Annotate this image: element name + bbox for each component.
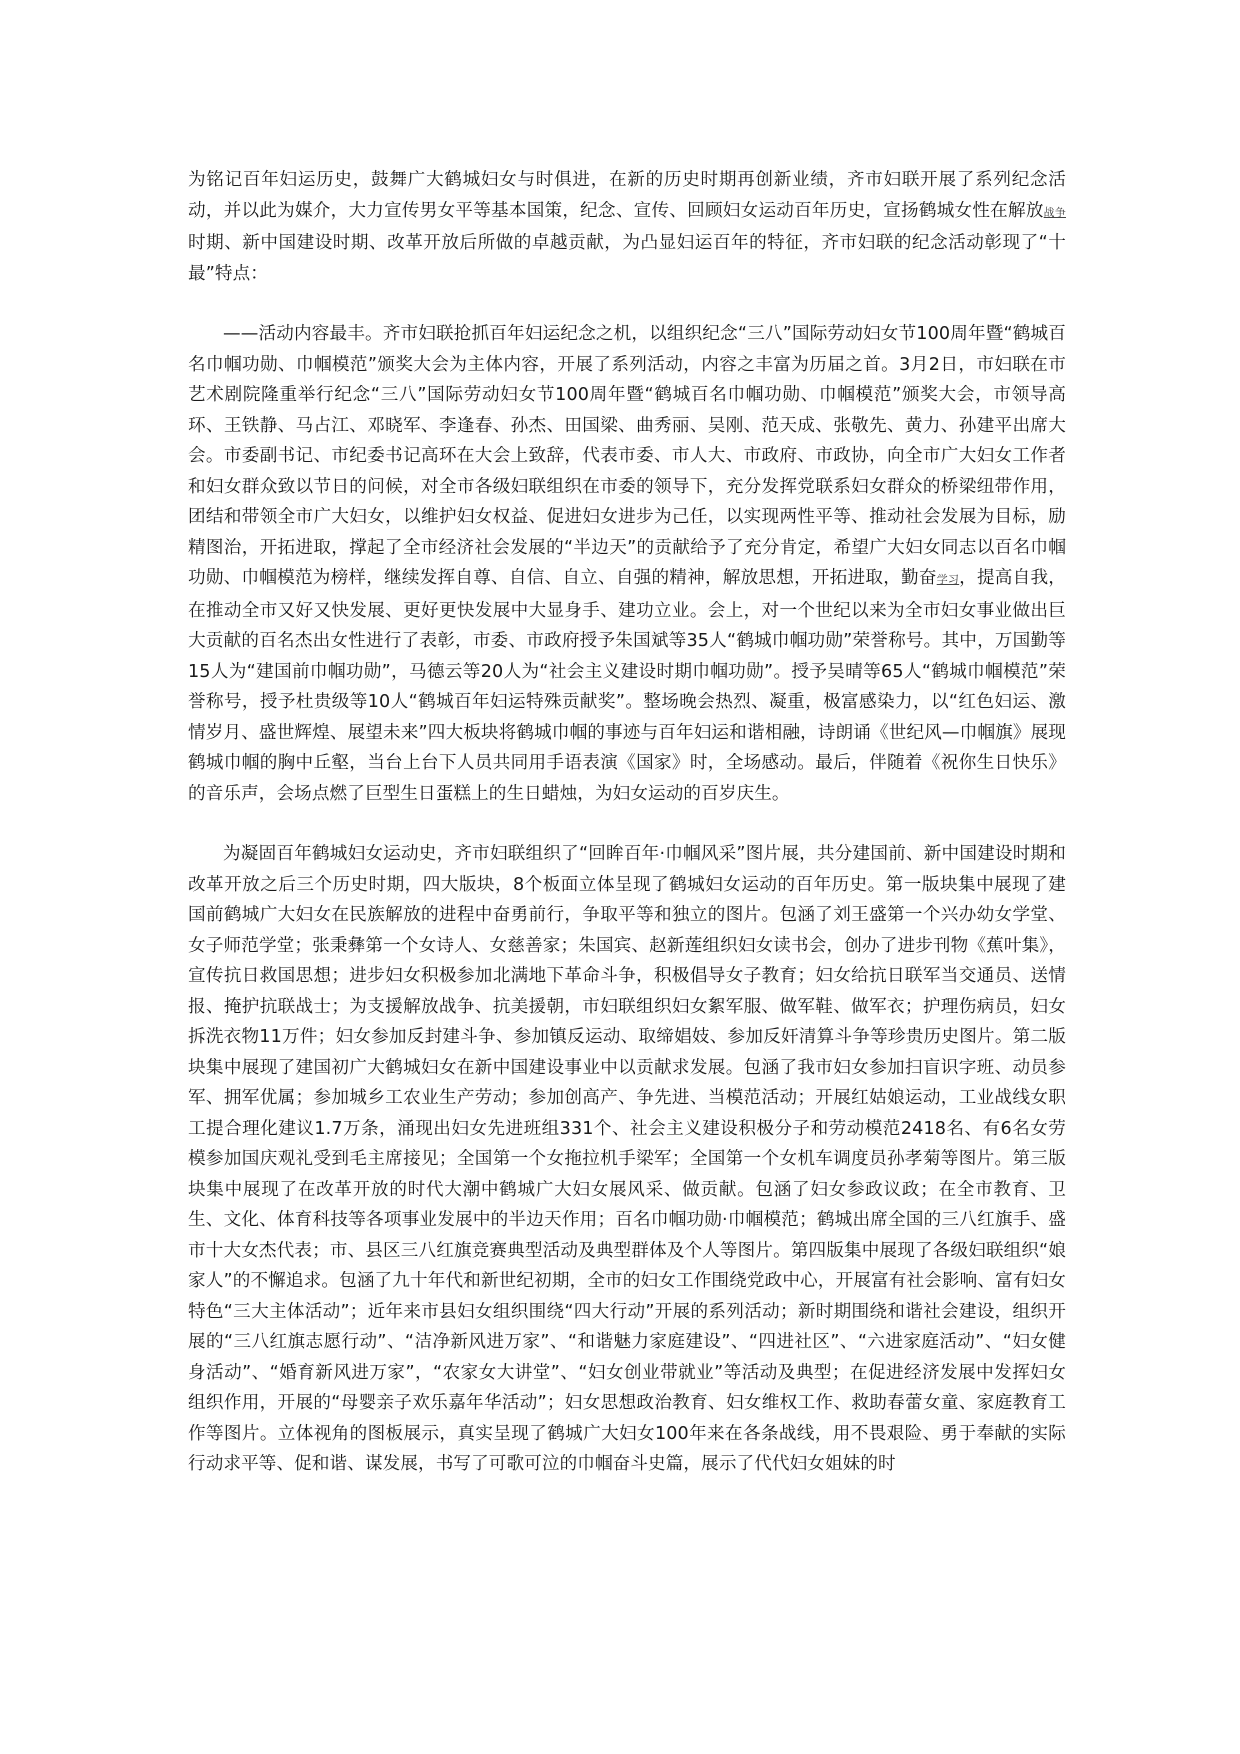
- activity-text-1: ——活动内容最丰。齐市妇联抢抓百年妇运纪念之机，以组织纪念“三八”国际劳动妇女节100周年暨“鹤城百名巾帼功勋、巾帼模范”颁奖大会为主体内容，开展了系列活动，内容之丰富为历届之首。3月2日，市妇联在市艺术剧院隆重举行纪念“三八”国际劳动妇女节100周年暨“鹤城百名巾帼功勋、巾帼模范”颁奖大会，市领导高环、王铁静、马占江、邓晓军、李逢春、孙杰、田国梁、曲秀丽、吴刚、范天成、张敬先、黄力、孙建平出席大会。市委副书记、市纪委书记高环在大会上致辞，代表市委、市人大、市政府、市政协，向全市广大妇女工作者和妇女群众致以节日的问候，对全市各级妇联组织在市委的领导下，充分发挥党联系妇女群众的桥梁纽带作用，团结和带领全市广大妇女，以维护妇女权益、促进妇女进步为己任，以实现两性平等、推动社会发展为目标，励精图治，开拓进取，撑起了全市经济社会发展的“半边天”的贡献给予了充分肯定，希望广大妇女同志以百名巾帼功勋、巾帼模范为榜样，继续发挥自尊、自信、自立、自强的精神，解放思想，开拓进取，勤奋: [188, 324, 1066, 588]
- link-xuexi[interactable]: 学习: [936, 573, 960, 586]
- exhibition-text: 为凝固百年鹤城妇女运动史，齐市妇联组织了“回眸百年·巾帼风采”图片展，共分建国前、新中国建设时期和改革开放之后三个历史时期，四大版块，8个板面立体呈现了鹤城妇女运动的百年历史。第一版块集中展现了建国前鹤城广大妇女在民族解放的进程中奋勇前行，争取平等和独立的图片。包涵了刘王盛第一个兴办幼女学堂、女子师范学堂；张秉彝第一个女诗人、女慈善家；朱国宾、赵新莲组织妇女读书会，创办了进步刊物《蕉叶集》，宣传抗日救国思想；进步妇女积极参加北满地下革命斗争，积极倡导女子教育；妇女给抗日联军当交通员、送情报、掩护抗联战士；为支援解放战争、抗美援朝，市妇联组织妇女絮军服、做军鞋、做军衣；护理伤病员，妇女拆洗衣物11万件；妇女参加反封建斗争、参加镇反运动、取缔娼妓、参加反奸清算斗争等珍贵历史图片。第二版块集中展现了建国初广大鹤城妇女在新中国建设事业中以贡献求发展。包涵了我市妇女参加扫盲识字班、动员参军、拥军优属；参加城乡工农业生产劳动；参加创高产、争先进、当模范活动；开展红姑娘运动，工业战线女职工提合理化建议1.7万条，涌现出妇女先进班组331个、社会主义建设积极分子和劳动模范2418名、有6名女劳模参加国庆观礼受到毛主席接见；全国第一个女拖拉机手梁军；全国第一个女机车调度员孙孝菊等图片。第三版块集中展现了在改革开放的时代大潮中鹤城广大妇女展风采、做贡献。包涵了妇女参政议政；在全市教育、卫生、文化、体育科技等各项事业发展中的半边天作用；百名巾帼功勋·巾帼模范；鹤城出席全国的三八红旗手、盛市十大女杰代表；市、县区三八红旗竞赛典型活动及典型群体及个人等图片。第四版集中展现了各级妇联组织“娘家人”的不懈追求。包涵了九十年代和新世纪初期，全市的妇女工作围绕党政中心，开展富有社会影响、富有妇女特色“三大主体活动”；近年来市县妇女组织围绕“四大行动”开展的系列活动；新时期围绕和谐社会建设，组织开展的“三八红旗志愿行动”、“洁净新风进万家”、“和谐魅力家庭建设”、“四进社区”、“六进家庭活动”、“妇女健身活动”、“婚育新风进万家”，“农家女大讲堂”、“妇女创业带就业”等活动及典型；在促进经济发展中发挥妇女组织作用，开展的“母婴亲子欢乐嘉年华活动”；妇女思想政治教育、妇女维权工作、救助春蕾女童、家庭教育工作等图片。立体视角的图板展示，真实呈现了鹤城广大妇女100年来在各条战线，用不畏艰险、勇于奉献的实际行动求平等、促和谐、谋发展，书写了可歌可泣的巾帼奋斗史篇，展示了代代妇女姐妹的时: [188, 844, 1066, 1474]
- article-body: [188, 165, 1066, 1480]
- activity-content-paragraph: [188, 319, 1066, 809]
- photo-exhibition-paragraph: [188, 839, 1066, 1480]
- activity-text-2: ，提高自我，在推动全市又好又快发展、更好更快发展中大显身手、建功立业。会上，对一个世纪以来为全市妇女事业做出巨大贡献的百名杰出女性进行了表彰，市委、市政府授予朱国斌等35人“鹤城巾帼功勋”荣誉称号。其中，万国勤等15人为“建国前巾帼功勋”，马德云等20人为“社会主义建设时期巾帼功勋”。授予吴晴等65人“鹤城巾帼模范”荣誉称号，授予杜贵级等10人“鹤城百年妇运特殊贡献奖”。整场晚会热烈、凝重，极富感染力，以“红色妇运、激情岁月、盛世辉煌、展望未来”四大板块将鹤城巾帼的事迹与百年妇运和谐相融，诗朗诵《世纪风—巾帼旗》展现鹤城巾帼的胸中丘壑，当台上台下人员共同用手语表演《国家》时，全场感动。最后，伴随着《祝你生日快乐》的音乐声，会场点燃了巨型生日蛋糕上的生日蜡烛，为妇女运动的百岁庆生。: [188, 568, 1066, 804]
- intro-text-1: 为铭记百年妇运历史，鼓舞广大鹤城妇女与时俱进，在新的历史时期再创新业绩，齐市妇联开展了系列纪念活动，并以此为媒介，大力宣传男女平等基本国策，纪念、宣传、回顾妇女运动百年历史，宣扬鹤城女性在解放: [188, 170, 1066, 221]
- intro-paragraph: [188, 165, 1066, 289]
- link-zhanzheng[interactable]: 战争: [1043, 205, 1066, 219]
- intro-text-2: 时期、新中国建设时期、改革开放后所做的卓越贡献，为凸显妇运百年的特征，齐市妇联的纪念活动彰现了“十最”特点：: [188, 233, 1066, 284]
